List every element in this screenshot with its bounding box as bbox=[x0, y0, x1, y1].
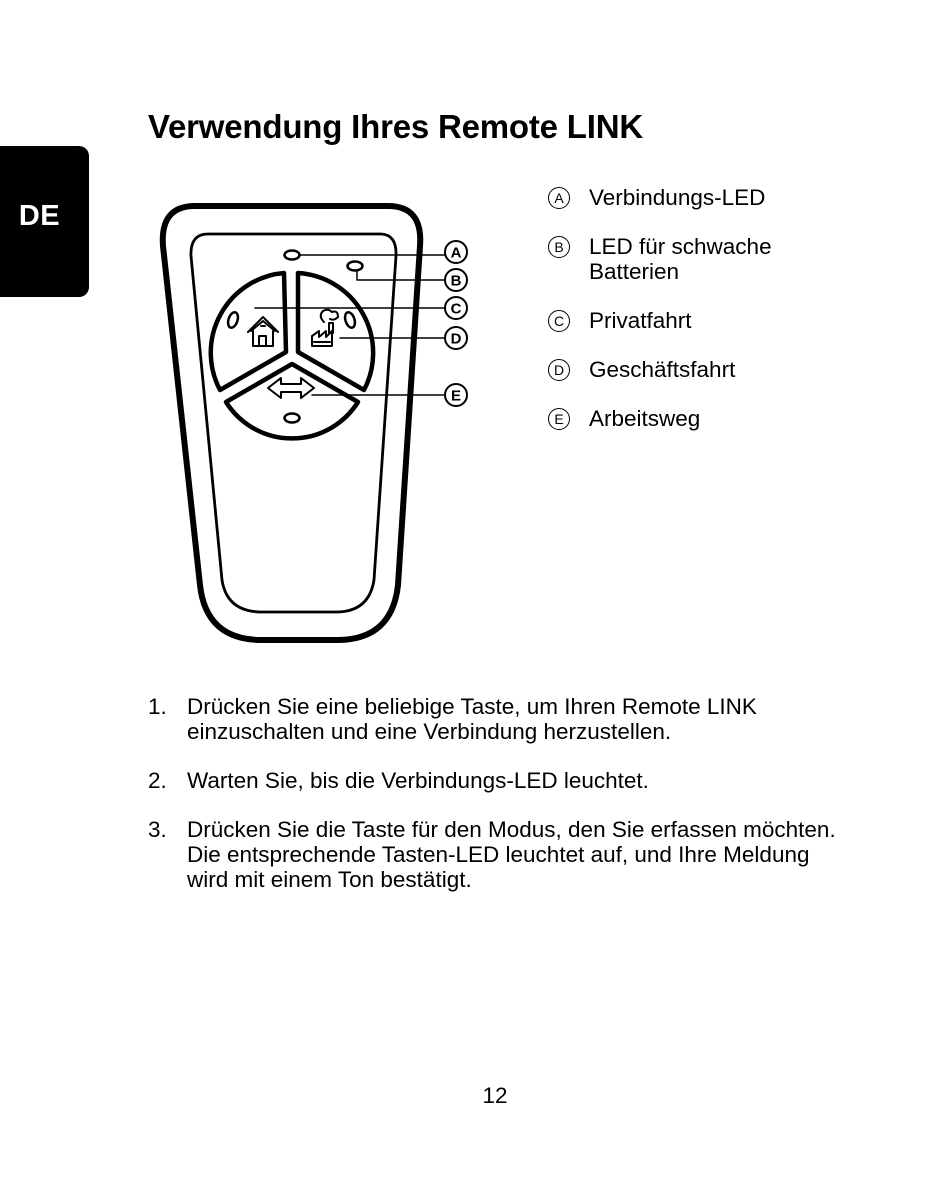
callout-d bbox=[445, 327, 467, 349]
legend-text-a: Verbindungs-LED bbox=[589, 185, 766, 210]
step-text: Drücken Sie die Taste für den Modus, den Sie erfassen möchten. Die entsprechende Tasten-LED leuchtet auf, und Ihre Meldung wird mit einem Ton bestätigt. bbox=[187, 817, 836, 892]
callout-e bbox=[445, 384, 467, 406]
legend-text-e: Arbeitsweg bbox=[589, 406, 701, 431]
callout-d-label: D bbox=[450, 330, 462, 348]
remote-link-diagram bbox=[148, 195, 488, 655]
legend-letter-e: E bbox=[548, 408, 570, 430]
callout-b-label: B bbox=[450, 272, 462, 290]
private-trip-led bbox=[226, 311, 240, 329]
callout-b bbox=[445, 269, 467, 291]
low-battery-led bbox=[348, 262, 363, 271]
callout-a-label: A bbox=[450, 244, 462, 262]
instruction-steps bbox=[148, 694, 847, 916]
legend-list bbox=[548, 185, 819, 455]
legend-item-e bbox=[548, 406, 819, 431]
legend-letter-a: A bbox=[548, 187, 570, 209]
legend-text-d: Geschäftsfahrt bbox=[589, 357, 736, 382]
house-icon bbox=[248, 317, 278, 346]
legend-item-c bbox=[548, 308, 819, 333]
legend-text-b: LED für schwache Batterien bbox=[589, 234, 772, 284]
factory-icon bbox=[312, 310, 338, 346]
language-tab-label: DE bbox=[18, 200, 61, 232]
legend-letter-d: D bbox=[548, 359, 570, 381]
step-number: 1. bbox=[148, 694, 167, 719]
callout-c bbox=[445, 297, 467, 319]
legend-letter-c: C bbox=[548, 310, 570, 332]
leader-line-b bbox=[357, 270, 444, 280]
connection-led bbox=[285, 251, 300, 260]
page-title: Verwendung Ihres Remote LINK bbox=[148, 108, 643, 145]
step-text: Drücken Sie eine beliebige Taste, um Ihren Remote LINK einzuschalten und eine Verbindung herzustellen. bbox=[187, 694, 757, 744]
legend-item-a bbox=[548, 185, 819, 210]
step-item bbox=[148, 817, 847, 892]
callout-c-label: C bbox=[450, 300, 462, 318]
legend-item-d bbox=[548, 357, 819, 382]
step-item bbox=[148, 768, 847, 793]
step-item bbox=[148, 694, 847, 744]
step-number: 3. bbox=[148, 817, 167, 842]
page-number: 12 bbox=[482, 1083, 508, 1108]
callout-e-label: E bbox=[450, 387, 462, 405]
step-number: 2. bbox=[148, 768, 167, 793]
language-tab bbox=[0, 146, 89, 297]
step-text: Warten Sie, bis die Verbindungs-LED leuchtet. bbox=[187, 768, 649, 793]
commute-led bbox=[285, 414, 300, 423]
two-way-arrow-icon bbox=[268, 378, 314, 398]
business-trip-led bbox=[343, 311, 357, 329]
legend-letter-b: B bbox=[548, 236, 570, 258]
callout-a bbox=[445, 241, 467, 263]
legend-text-c: Privatfahrt bbox=[589, 308, 692, 333]
legend-item-b bbox=[548, 234, 819, 284]
